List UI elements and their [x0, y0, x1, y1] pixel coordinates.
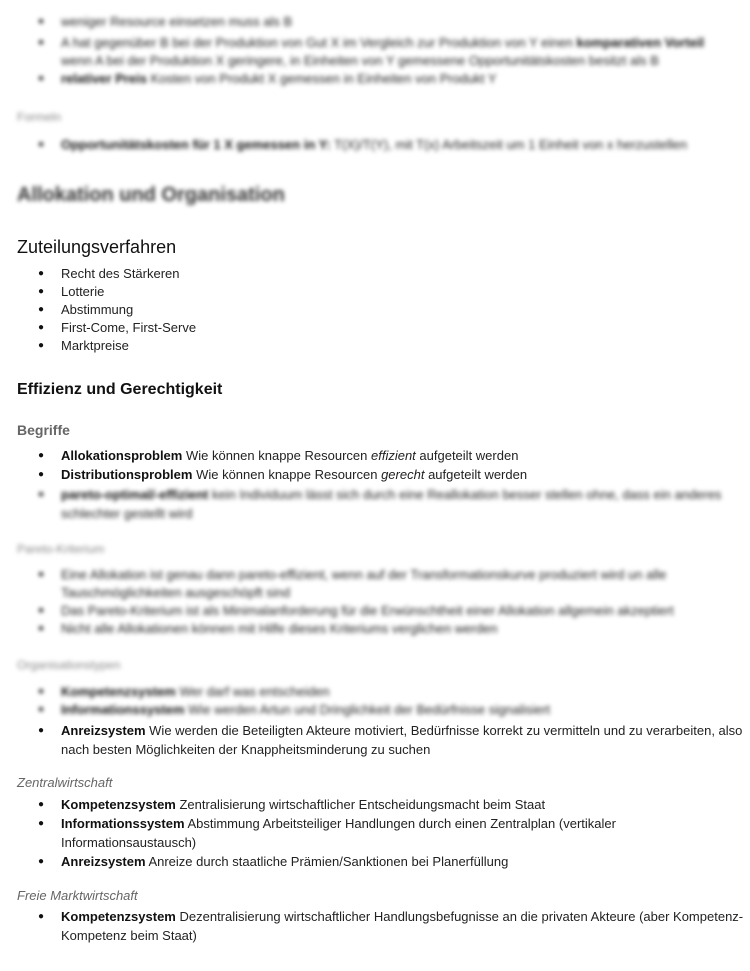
frei-section	[0, 888, 750, 903]
list-item: ● Informationssystem Wie werden Artun und Dringlichkeit der Bedürfnisse signalisiert	[0, 701, 750, 719]
top-blurred-section	[0, 12, 750, 31]
begriffe-list	[0, 446, 750, 484]
list-item: ● Recht des Stärkeren	[0, 265, 750, 283]
pareto-kriterium-heading: Pareto-Kriterium	[17, 542, 105, 556]
list-item: ● Informationssystem Abstimmung Arbeitsteiliger Handlungen durch einen Zentralplan (vertikaler Informationsaustausch)	[0, 814, 750, 852]
list-item: ● Anreizsystem Wie werden die Beteiligten Akteure motiviert, Bedürfnisse korrekt zu vermitteln und zu verarbeiten, also nach besten Möglichkeiten der Knappheitsminderung zu suchen	[0, 721, 750, 759]
list-item: ● Opportunitätskosten für 1 X gemessen in Y: T(X)/T(Y), mit T(x) Arbeitszeit um 1 Einheit von x herzustellen	[0, 135, 750, 154]
zuteilung-section	[0, 237, 750, 258]
list-item: ● Anreizsystem Anreize durch staatliche Prämien/Sanktionen bei Planerfüllung	[0, 852, 750, 871]
list-item: ● Nicht alle Allokationen können mit Hilfe dieses Kriteriums verglichen werden	[0, 620, 750, 638]
list-item: ● Kompetenzsystem Zentralisierung wirtschaftlicher Entscheidungsmacht beim Staat	[0, 795, 750, 814]
pareto-optimal-list	[0, 485, 750, 523]
zentral-heading: Zentralwirtschaft	[17, 775, 113, 790]
list-item: ● Kompetenzsystem Dezentralisierung wirtschaftlicher Handlungsbefugnisse an die privaten Akteure (aber Kompetenz-Kompetenz beim Staat)	[0, 907, 750, 945]
list-item: ● First-Come, First-Serve	[0, 319, 750, 337]
list-item: ● Distributionsproblem Wie können knappe Resourcen gerecht aufgeteilt werden	[0, 465, 750, 484]
list-item: ● weniger Resource einsetzen muss als B	[0, 12, 750, 31]
list-item: ● Kompetenzsystem Wer darf was entscheiden	[0, 683, 750, 701]
formeln-heading: Formeln	[17, 110, 62, 124]
frei-heading: Freie Marktwirtschaft	[17, 888, 138, 903]
zuteilung-heading: Zuteilungsverfahren	[17, 237, 177, 257]
frei-list	[0, 907, 750, 945]
top-blurred-list	[0, 34, 750, 88]
list-item: ● Abstimmung	[0, 301, 750, 319]
organisationstypen-blurred-list	[0, 683, 750, 719]
top-list	[0, 12, 750, 31]
pareto-kriterium-section	[0, 542, 750, 556]
formeln-section	[0, 110, 750, 124]
list-item: ● Marktpreise	[0, 337, 750, 355]
anreiz-list	[0, 721, 750, 759]
organisationstypen-section	[0, 658, 750, 672]
section-title: Allokation und Organisation	[17, 184, 285, 206]
zentral-list	[0, 795, 750, 871]
list-item: ● Lotterie	[0, 283, 750, 301]
list-item: ● Eine Allokation ist genau dann pareto-effizient, wenn auf der Transformationskurve produziert wird un alle Tauschmöglichkeiten ausgeschöpft sind	[0, 566, 750, 602]
zuteilung-list	[0, 265, 750, 355]
begriffe-heading: Begriffe	[17, 422, 70, 438]
effizienz-section	[0, 381, 750, 399]
organisationstypen-heading: Organisationstypen	[17, 658, 121, 672]
list-item: ● A hat gegenüber B bei der Produktion von Gut X im Vergleich zur Produktion von Y einen komparativen Vorteil wenn A bei der Produktion X geringere, in Einheiten von Y gemessene Opportunitätskosten besitzt als B	[0, 34, 750, 70]
list-item: ● Allokationsproblem Wie können knappe Resourcen effizient aufgeteilt werden	[0, 446, 750, 465]
list-item: ● relativer Preis Kosten von Produkt X gemessen in Einheiten von Produkt Y	[0, 70, 750, 88]
list-item: ● Das Pareto-Kriterium ist als Minimalanforderung für die Erwünschtheit einer Allokation allgemein akzeptiert	[0, 602, 750, 620]
list-item: ● pareto-optimal/-effizient kein Individuum lässt sich durch eine Reallokation besser stellen ohne, dass ein anderes schlechter gestellt wird	[0, 485, 750, 523]
zentral-section	[0, 775, 750, 790]
formeln-list	[0, 135, 750, 154]
effizienz-heading: Effizienz und Gerechtigkeit	[17, 381, 223, 398]
pareto-kriterium-list	[0, 566, 750, 638]
